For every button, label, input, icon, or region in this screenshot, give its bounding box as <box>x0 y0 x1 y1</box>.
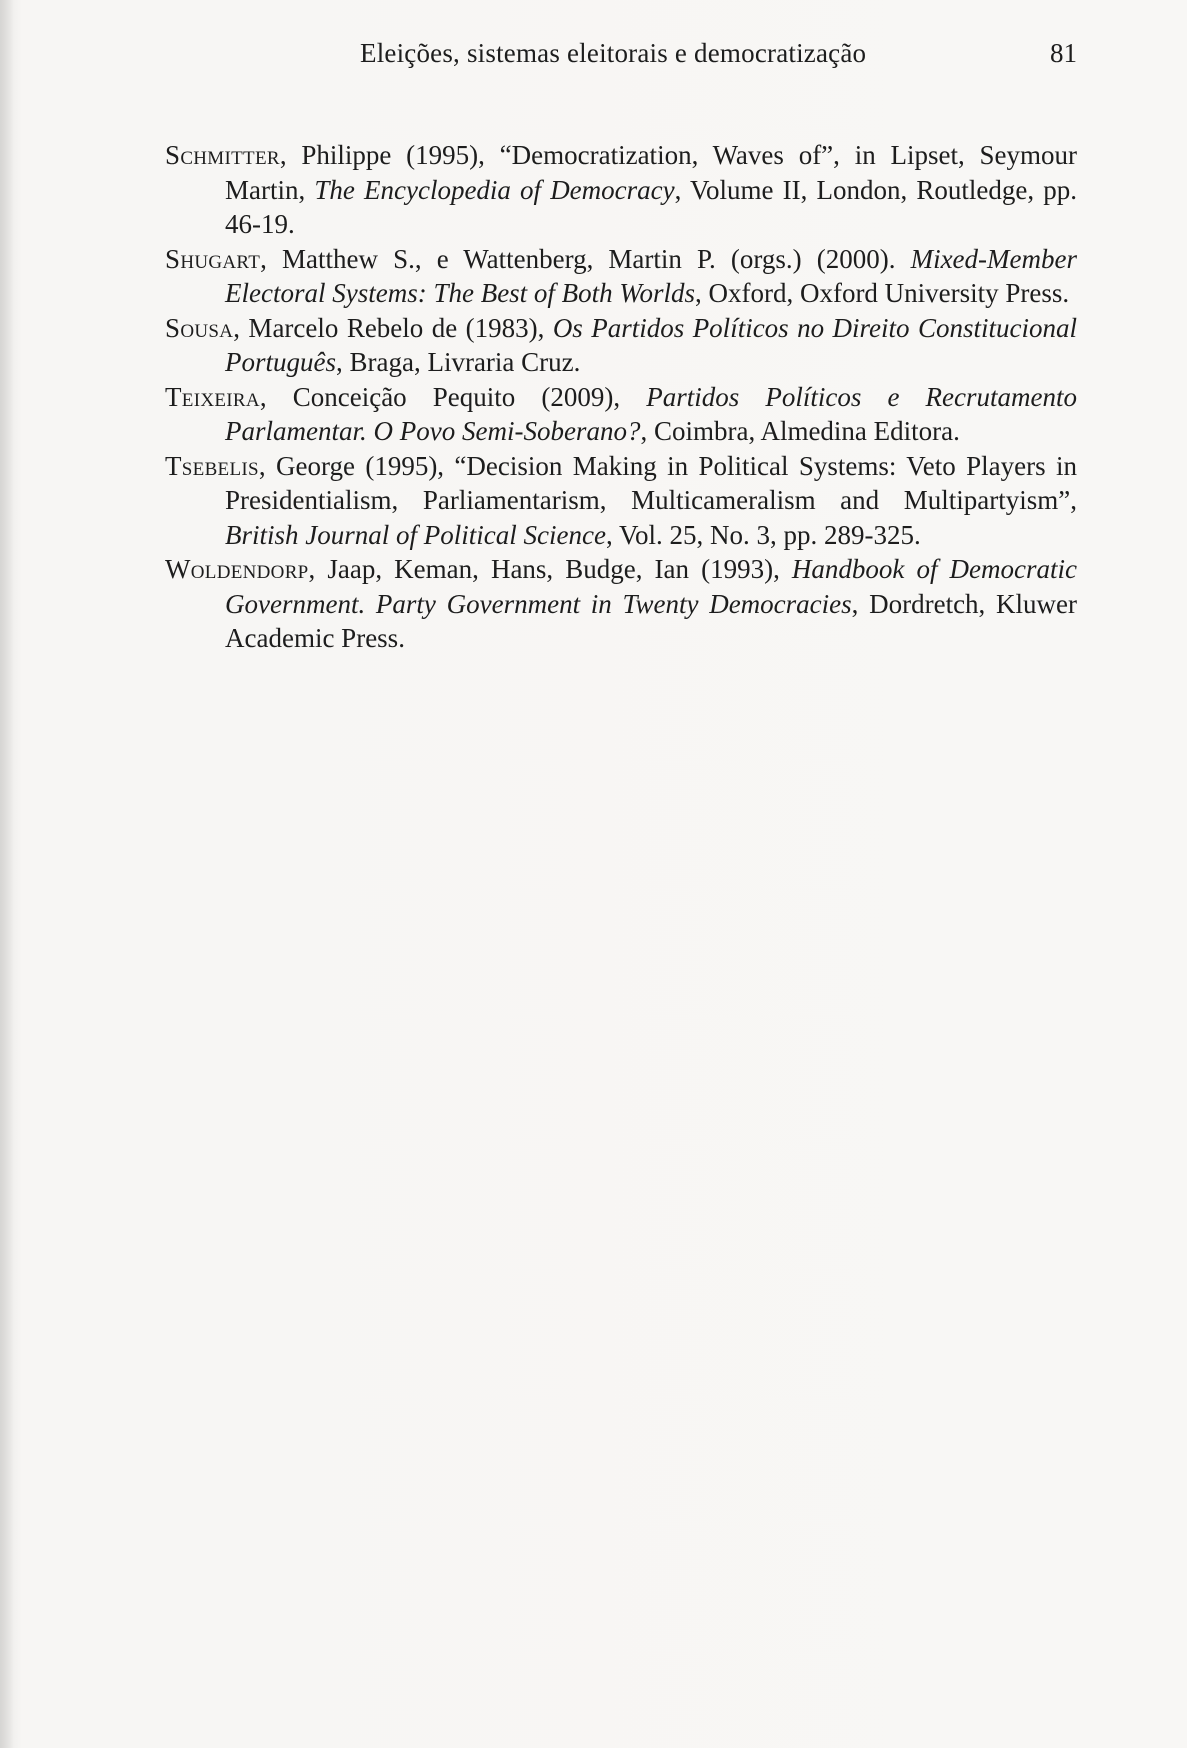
reference-title: Mixed-Member Electoral Systems: The Best of Both Worlds <box>225 243 1077 308</box>
reference-title: Partidos Políticos e Recrutamento Parlamentar. O Povo Semi-Soberano? <box>225 381 1078 446</box>
reference-title: The Encyclopedia of Democracy <box>314 174 675 205</box>
running-title: Eleições, sistemas eleitorais e democratização <box>360 38 867 68</box>
reference-publication: , Oxford, Oxford University Press. <box>694 278 1070 308</box>
reference-title: British Journal of Political Science <box>225 519 606 550</box>
reference-details: , Philippe (1995), “Democratization, Waves of”, in Lipset, Seymour Martin, <box>225 140 1077 205</box>
reference-entry-teixeira <box>165 380 1077 449</box>
reference-entry-woldendorp <box>165 552 1077 656</box>
reference-author: Tsebelis <box>165 450 259 481</box>
reference-author: Sousa <box>165 312 234 343</box>
reference-publication: , Vol. 25, No. 3, pp. 289-325. <box>605 519 921 550</box>
reference-author: Schmitter <box>165 140 280 170</box>
reference-title: Os Partidos Políticos no Direito Constitucional Português <box>225 312 1077 377</box>
reference-entry-tsebelis <box>165 449 1077 553</box>
reference-entry-schmitter <box>165 138 1077 242</box>
reference-publication: , Coimbra, Almedina Editora. <box>640 416 960 446</box>
reference-title: Handbook of Democratic Government. Party Government in Twenty Democracies <box>225 554 1077 619</box>
reference-publication: , Dordretch, Kluwer Academic Press. <box>225 588 1077 653</box>
spine-shadow <box>0 0 14 1748</box>
reference-details: , Conceição Pequito (2009), <box>259 381 647 412</box>
page-number: 81 <box>1050 38 1077 68</box>
reference-publication: , Volume II, London, Routledge, pp. 46-19. <box>225 174 1077 239</box>
reference-author: Shugart <box>165 243 261 274</box>
reference-details: , George (1995), “Decision Making in Political Systems: Veto Players in Presidentialism, Parliamentarism, Multicameralism and Multipartyism”, <box>225 450 1077 515</box>
reference-entry-sousa <box>165 311 1077 380</box>
reference-publication: , Braga, Livraria Cruz. <box>336 347 581 377</box>
reference-list <box>165 138 1077 656</box>
reference-entry-shugart <box>165 242 1077 311</box>
reference-author: Woldendorp <box>165 554 309 584</box>
reference-details: , Matthew S., e Wattenberg, Martin P. (orgs.) (2000). <box>260 243 911 274</box>
reference-details: , Marcelo Rebelo de (1983), <box>233 312 553 343</box>
reference-details: , Jaap, Keman, Hans, Budge, Ian (1993), <box>308 554 792 584</box>
reference-author: Teixeira <box>165 381 260 412</box>
